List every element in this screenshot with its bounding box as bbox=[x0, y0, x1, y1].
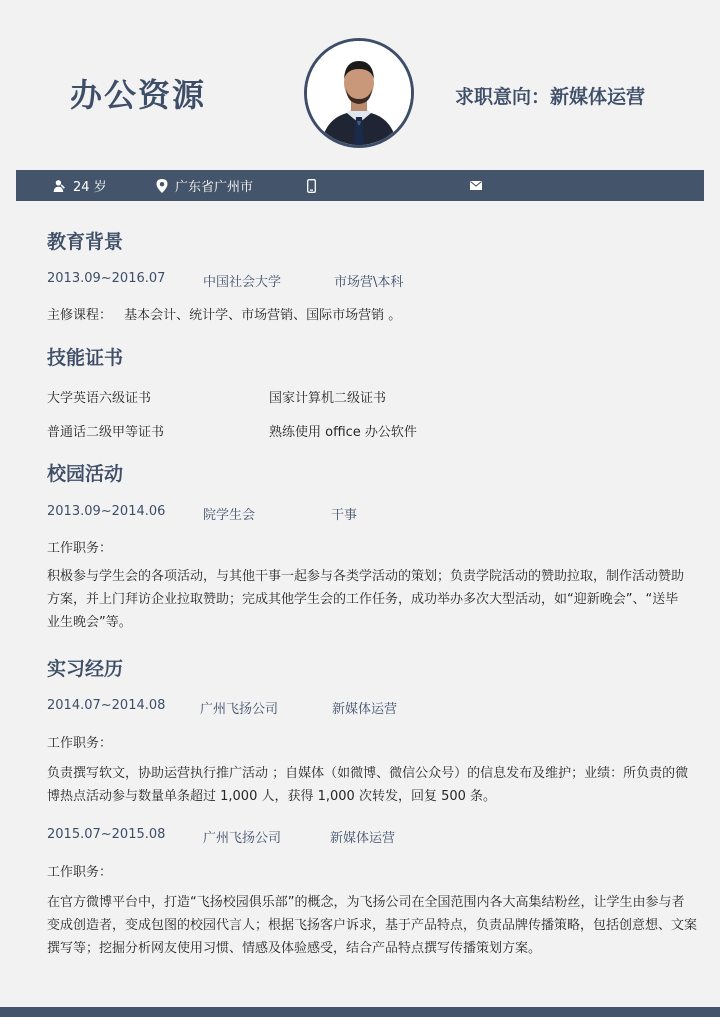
skill-item: 熟练使用 office 办公软件 bbox=[269, 425, 417, 440]
info-email bbox=[470, 170, 489, 201]
paragraph-line: 负责撰写软文，协助运营执行推广活动 ；自媒体（如微博、微信公众号）的信息发布及维护；业绩：所负责的微 bbox=[47, 766, 689, 781]
skill-item: 大学英语六级证书 bbox=[47, 391, 152, 406]
education-major: 市场营\本科 bbox=[334, 275, 404, 290]
campus-period: 2013.09~2014.06 bbox=[47, 504, 166, 519]
internship-description bbox=[47, 891, 698, 960]
section-title-campus: 校园活动 bbox=[47, 463, 124, 485]
paragraph-line: 撰写等；挖掘分析网友使用习惯、情感及体验感受，结合产品特点撰写传播策划方案。 bbox=[47, 941, 542, 956]
info-location bbox=[156, 170, 253, 201]
profile-photo bbox=[304, 38, 414, 148]
campus-duty-label: 工作职务： bbox=[47, 541, 113, 556]
paragraph-line: 博热点活动参与数量单条超过 1,000 人，获得 1,000 次转发，回复 500 条。 bbox=[47, 789, 497, 804]
paragraph-line: 在官方微博平台中，打造“飞扬校园俱乐部”的概念，为飞扬公司在全国范围内各大高集结粉丝，让学生由参与者 bbox=[47, 895, 685, 910]
job-intent bbox=[455, 82, 645, 109]
info-age bbox=[53, 170, 107, 201]
internship-company: 广州飞扬公司 bbox=[200, 702, 279, 717]
paragraph-line: 业生晚会”等。 bbox=[47, 615, 132, 630]
paragraph-line: 方案，并上门拜访企业拉取赞助；完成其他学生会的工作任务，成功举办多次大型活动，如“迎新晚会”、“送毕 bbox=[47, 592, 679, 607]
campus-description bbox=[47, 565, 685, 634]
internship-duty-label: 工作职务： bbox=[47, 736, 113, 751]
internship-period: 2014.07~2014.08 bbox=[47, 698, 166, 713]
internship-duty-label: 工作职务： bbox=[47, 865, 113, 880]
internship-role: 新媒体运营 bbox=[330, 831, 396, 846]
info-phone bbox=[307, 170, 323, 201]
internship-period: 2015.07~2015.08 bbox=[47, 827, 166, 842]
location-text: 广东省广州市 bbox=[175, 180, 254, 195]
footer-bar bbox=[0, 1007, 720, 1017]
education-school: 中国社会大学 bbox=[203, 275, 282, 290]
age-text: 24 岁 bbox=[73, 180, 107, 195]
job-intent-label: 求职意向： bbox=[455, 86, 551, 108]
courses-label: 主修课程： bbox=[47, 308, 113, 323]
campus-role: 干事 bbox=[331, 508, 358, 523]
internship-company: 广州飞扬公司 bbox=[203, 831, 282, 846]
resume-name: 办公资源 bbox=[70, 76, 207, 114]
info-bar bbox=[16, 170, 704, 201]
paragraph-line: 变成创造者，变成包图的校园代言人；根据飞扬客户诉求，基于产品特点，负责品牌传播策略，包括创意想、文案 bbox=[47, 918, 698, 933]
phone-icon bbox=[307, 179, 316, 193]
campus-org: 院学生会 bbox=[203, 508, 256, 523]
education-courses bbox=[47, 304, 401, 323]
courses-list: 基本会计、统计学、市场营销、国际市场营销 。 bbox=[124, 308, 402, 323]
section-title-education: 教育背景 bbox=[47, 231, 124, 253]
skill-item: 普通话二级甲等证书 bbox=[47, 425, 165, 440]
section-title-internship: 实习经历 bbox=[47, 658, 124, 680]
skill-item: 国家计算机二级证书 bbox=[269, 391, 387, 406]
mail-icon bbox=[470, 181, 482, 190]
paragraph-line: 积极参与学生会的各项活动，与其他干事一起参与各类学活动的策划；负责学院活动的赞助拉取，制作活动赞助 bbox=[47, 569, 685, 584]
location-pin-icon bbox=[156, 179, 168, 193]
internship-description bbox=[47, 762, 689, 808]
job-intent-value: 新媒体运营 bbox=[550, 86, 646, 108]
section-title-skills: 技能证书 bbox=[47, 347, 124, 369]
internship-role: 新媒体运营 bbox=[332, 702, 398, 717]
person-icon bbox=[53, 179, 66, 192]
education-period: 2013.09~2016.07 bbox=[47, 271, 166, 286]
